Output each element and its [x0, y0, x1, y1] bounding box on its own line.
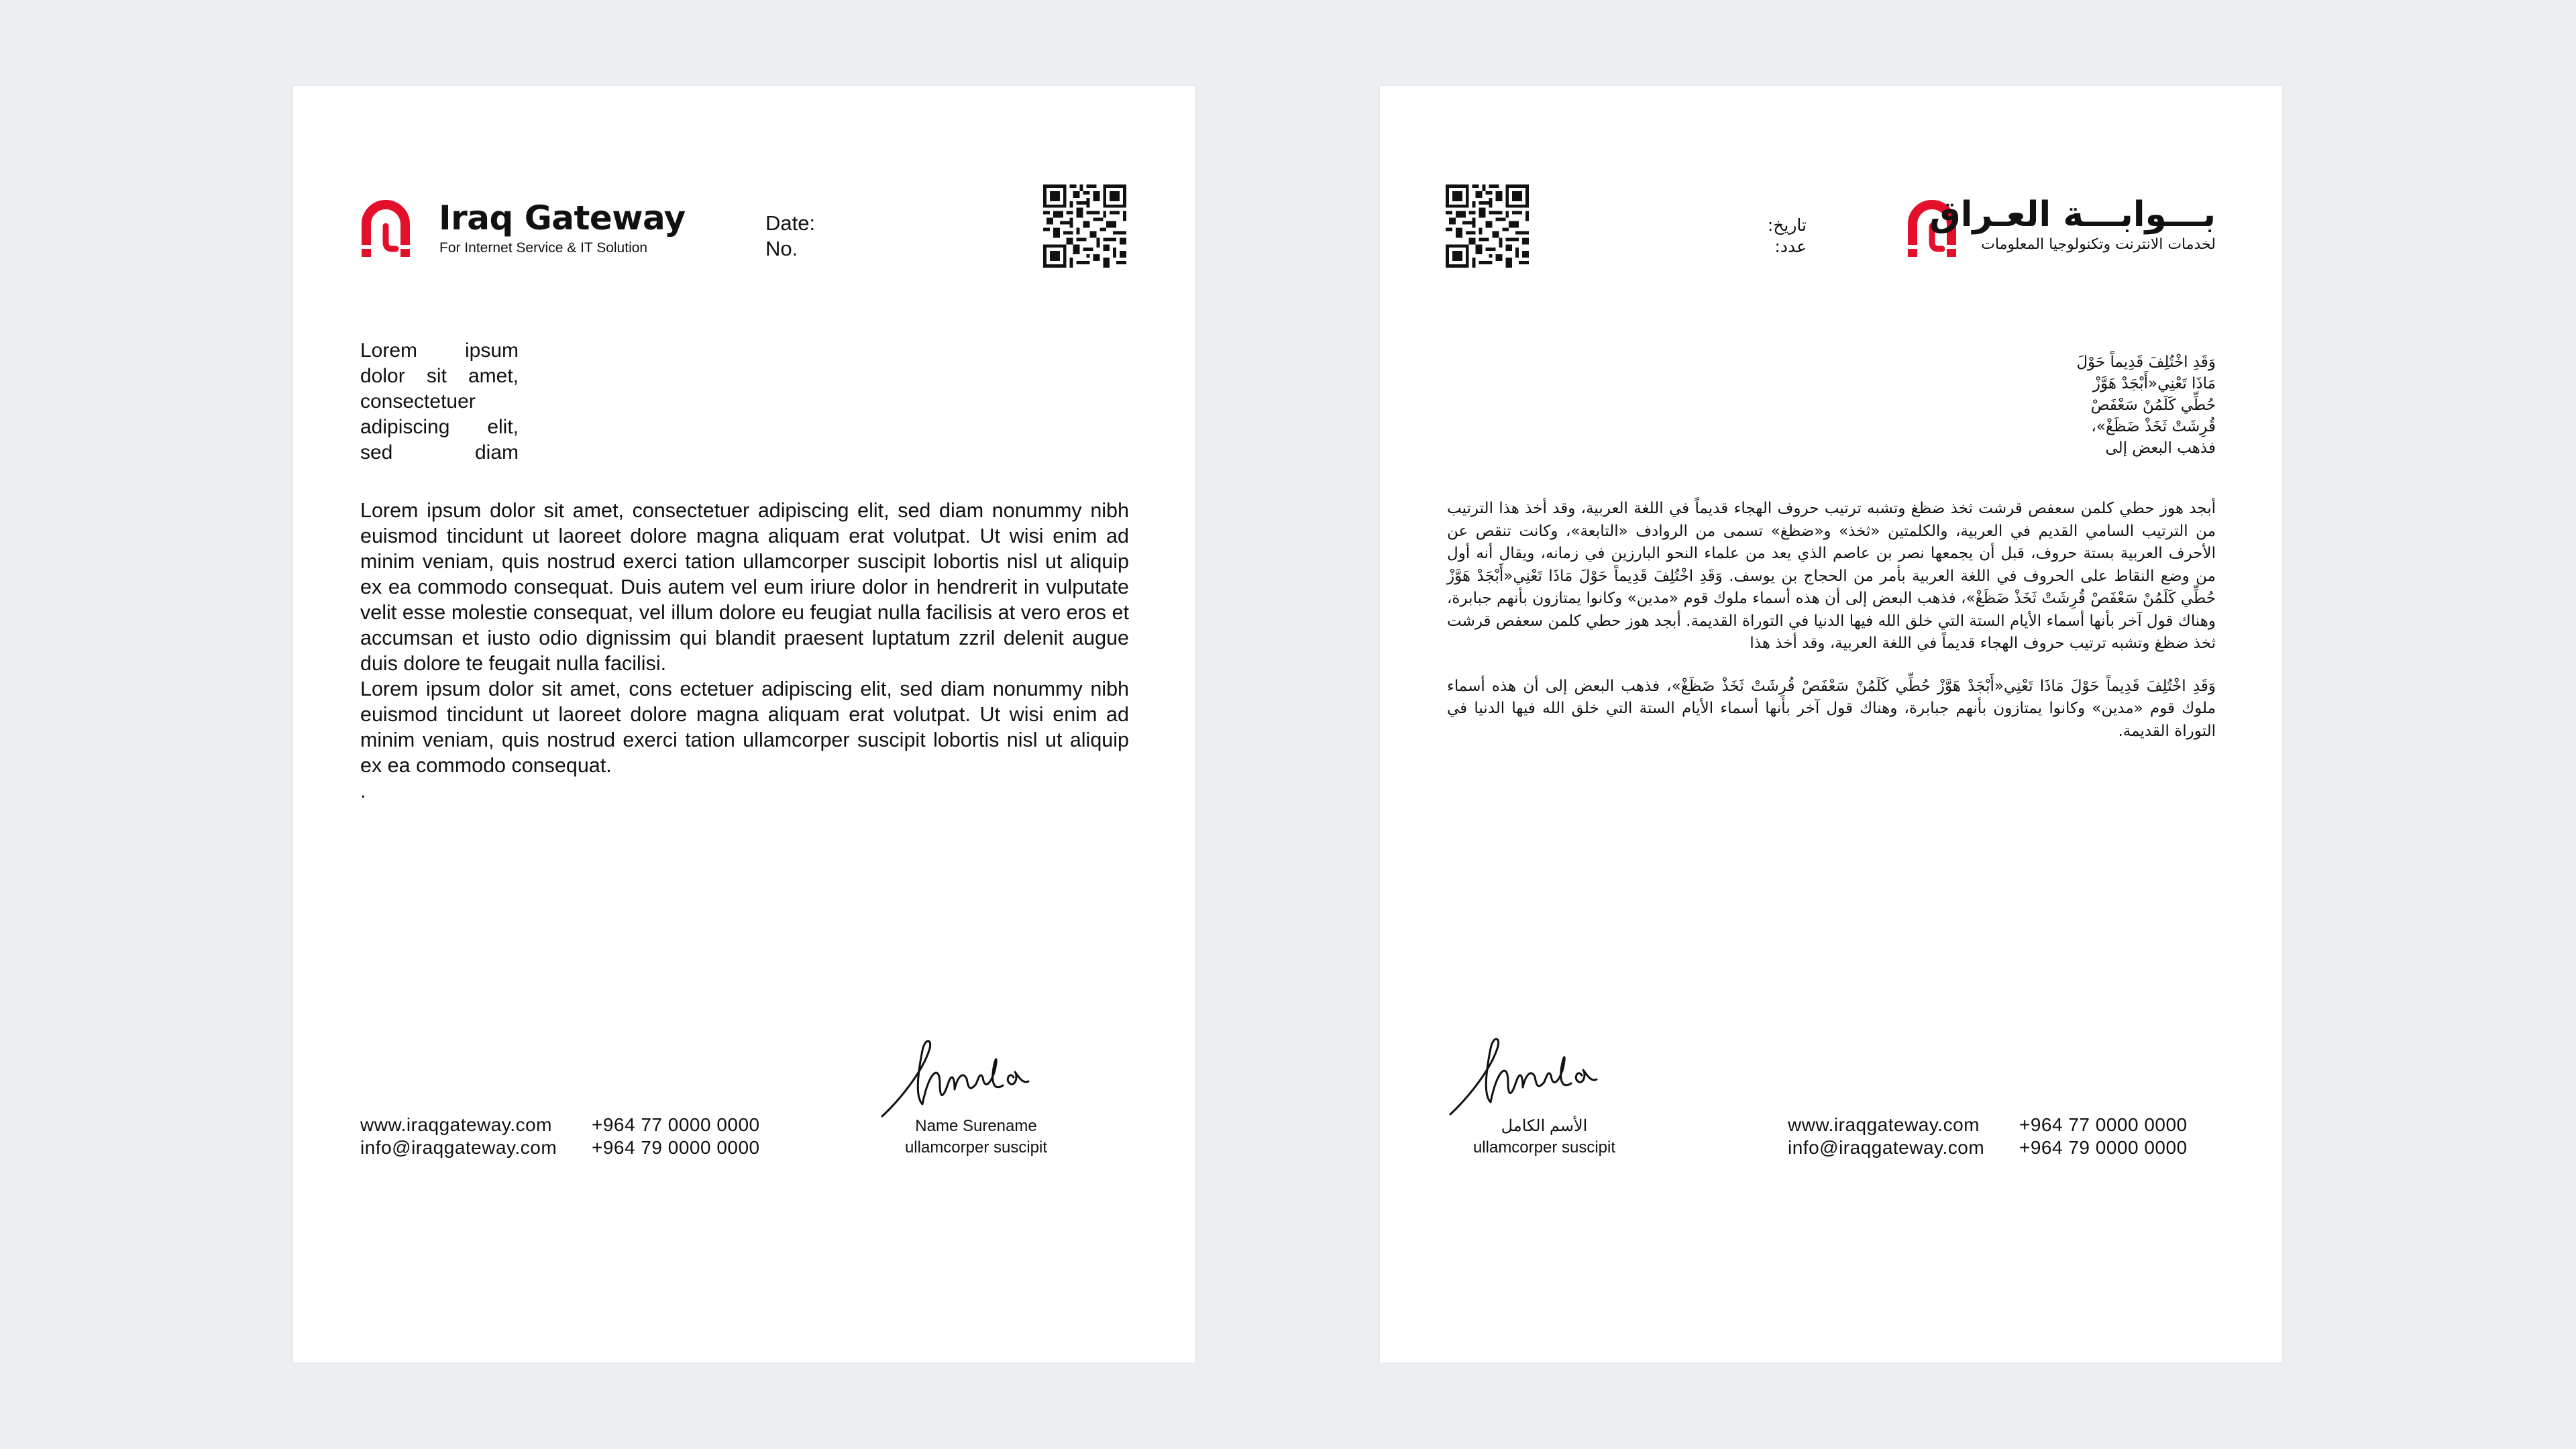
iraq-gateway-logo-icon	[357, 195, 415, 257]
phone-number: +964 79 0000 0000	[592, 1137, 760, 1158]
body-paragraph: .	[360, 780, 366, 802]
english-letterhead	[293, 86, 1195, 1362]
logo-tagline: لخدمات الانترنت وتكنولوجيا المعلومات	[1981, 236, 2216, 253]
recipient-address: وَقَدِ اخْتُلِفَ قَدِيماً حَوْلَ مَاذَا تَعْنِي«أَبْجَدْ هَوَّزْ حُطِّي كَلَمُنْ سَعْفَصْ قُرِشَتْ ثَخَذْ ضَظَغْ»، فذهب البعض إلى	[2076, 354, 2216, 457]
body-paragraph: Lorem ipsum dolor sit amet, consectetuer adipiscing elit, sed diam nonummy nibh euismod tincidunt ut laoreet dolore magna aliquam erat volutpat. Ut wisi enim ad minim veniam, quis nostrud exerci tation ullamcorper suscipit lobortis nisl ut aliquip ex ea commodo consequat. Duis autem vel eum iriure dolor in hendrerit in vulputate velit esse molestie consequat, vel illum dolore eu feugiat nulla facilisis at vero eros et accumsan et iusto odio dignissim qui blandit praesent luptatum zzril delenit augue duis dolore te feugait nulla facilisi.	[360, 499, 1129, 675]
phone-number: +964 77 0000 0000	[2019, 1114, 2188, 1135]
website-link[interactable]: www.iraqgateway.com	[360, 1114, 552, 1135]
logo-tagline: For Internet Service & IT Solution	[439, 240, 648, 256]
email-link[interactable]: info@iraqgateway.com	[360, 1137, 557, 1158]
signature-image	[1444, 1028, 1645, 1122]
signatory-title: ullamcorper suscipit	[1472, 1138, 1616, 1157]
body-paragraph: وَقَدِ اخْتُلِفَ قَدِيماً حَوْلَ مَاذَا تَعْنِي«أَبْجَدْ هَوَّزْ حُطِّي كَلَمُنْ سَعْفَصْ قُرِشَتْ ثَخَذْ ضَظَغْ»، فذهب البعض إلى أن هذه أسماء ملوك قوم «مدين» وكانوا يمتازون بأنهم جبابرة، وهناك قول آخر بأنها أسماء الأيام الستة التي خلق الله فيها الدنيا في التوراة القديمة.	[1447, 677, 2216, 740]
number-label: عدد:	[1774, 237, 1807, 256]
signature-image	[875, 1030, 1077, 1124]
recipient-address: Lorem ipsum dolor sit amet, consectetuer adipiscing elit, sed diam	[360, 339, 519, 464]
email-link[interactable]: info@iraqgateway.com	[1788, 1137, 1985, 1158]
date-label: تاريخ:	[1767, 215, 1807, 235]
phone-number: +964 79 0000 0000	[2019, 1137, 2188, 1158]
signatory-name: Name Surename	[915, 1117, 1037, 1135]
arabic-letterhead	[1380, 86, 2282, 1362]
signatory-title: ullamcorper suscipit	[904, 1138, 1048, 1157]
letter-body	[360, 498, 1129, 804]
body-paragraph: Lorem ipsum dolor sit amet, cons ectetuer adipiscing elit, sed diam nonummy nibh euismod tincidunt ut laoreet dolore magna aliquam erat volutpat. Ut wisi enim ad minim veniam, quis nostrud exerci tation ullamcorper suscipit lobortis nisl ut aliquip ex ea commodo consequat.	[360, 678, 1129, 777]
qr-code-icon	[1446, 184, 1529, 268]
date-label: Date:	[765, 211, 816, 235]
qr-code-icon	[1043, 184, 1126, 268]
number-label: No.	[765, 237, 798, 260]
phone-number: +964 77 0000 0000	[592, 1114, 760, 1135]
website-link[interactable]: www.iraqgateway.com	[1788, 1114, 1980, 1135]
letter-body	[1447, 498, 2216, 743]
logo-title: Iraq Gateway	[439, 199, 686, 237]
signatory-name: الأسم الكامل	[1501, 1117, 1588, 1135]
logo-title: بـــوابـــة العـراق	[1929, 195, 2216, 235]
body-paragraph: أبجد هوز حطي كلمن سعفص قرشت ثخذ ضظغ وتشبه ترتيب حروف الهجاء قديماً في اللغة العربية، وقد أخذ هذا الترتيب من الترتيب السامي القديم في العربية، والكلمتين «ثخذ» و«ضظغ» تسمى من الروادف «التابعة»، وكانت تنقص عن الأحرف العربية بستة حروف، قبل أن يجمعها نصر بن عاصم الذي يعد من علماء النحو البارزين في زمانه، ويقال أنه أول من وضع النقاط على الحروف في اللغة العربية بأمر من الحجاج بن يوسف. وَقَدِ اخْتُلِفَ قَدِيماً حَوْلَ مَاذَا تَعْنِي«أَبْجَدْ هَوَّزْ حُطِّي كَلَمُنْ سَعْفَصْ قُرِشَتْ ثَخَذْ ضَظَغْ»، فذهب البعض إلى أن هذه أسماء ملوك قوم «مدين» وكانوا يمتازون بأنهم جبابرة، وهناك قول آخر بأنها أسماء الأيام الستة التي خلق الله فيها الدنيا في التوراة القديمة. أبجد هوز حطي كلمن سعفص قرشت ثخذ ضظغ وتشبه ترتيب حروف الهجاء قديماً في اللغة العربية، وقد أخذ هذا	[1447, 500, 2216, 652]
